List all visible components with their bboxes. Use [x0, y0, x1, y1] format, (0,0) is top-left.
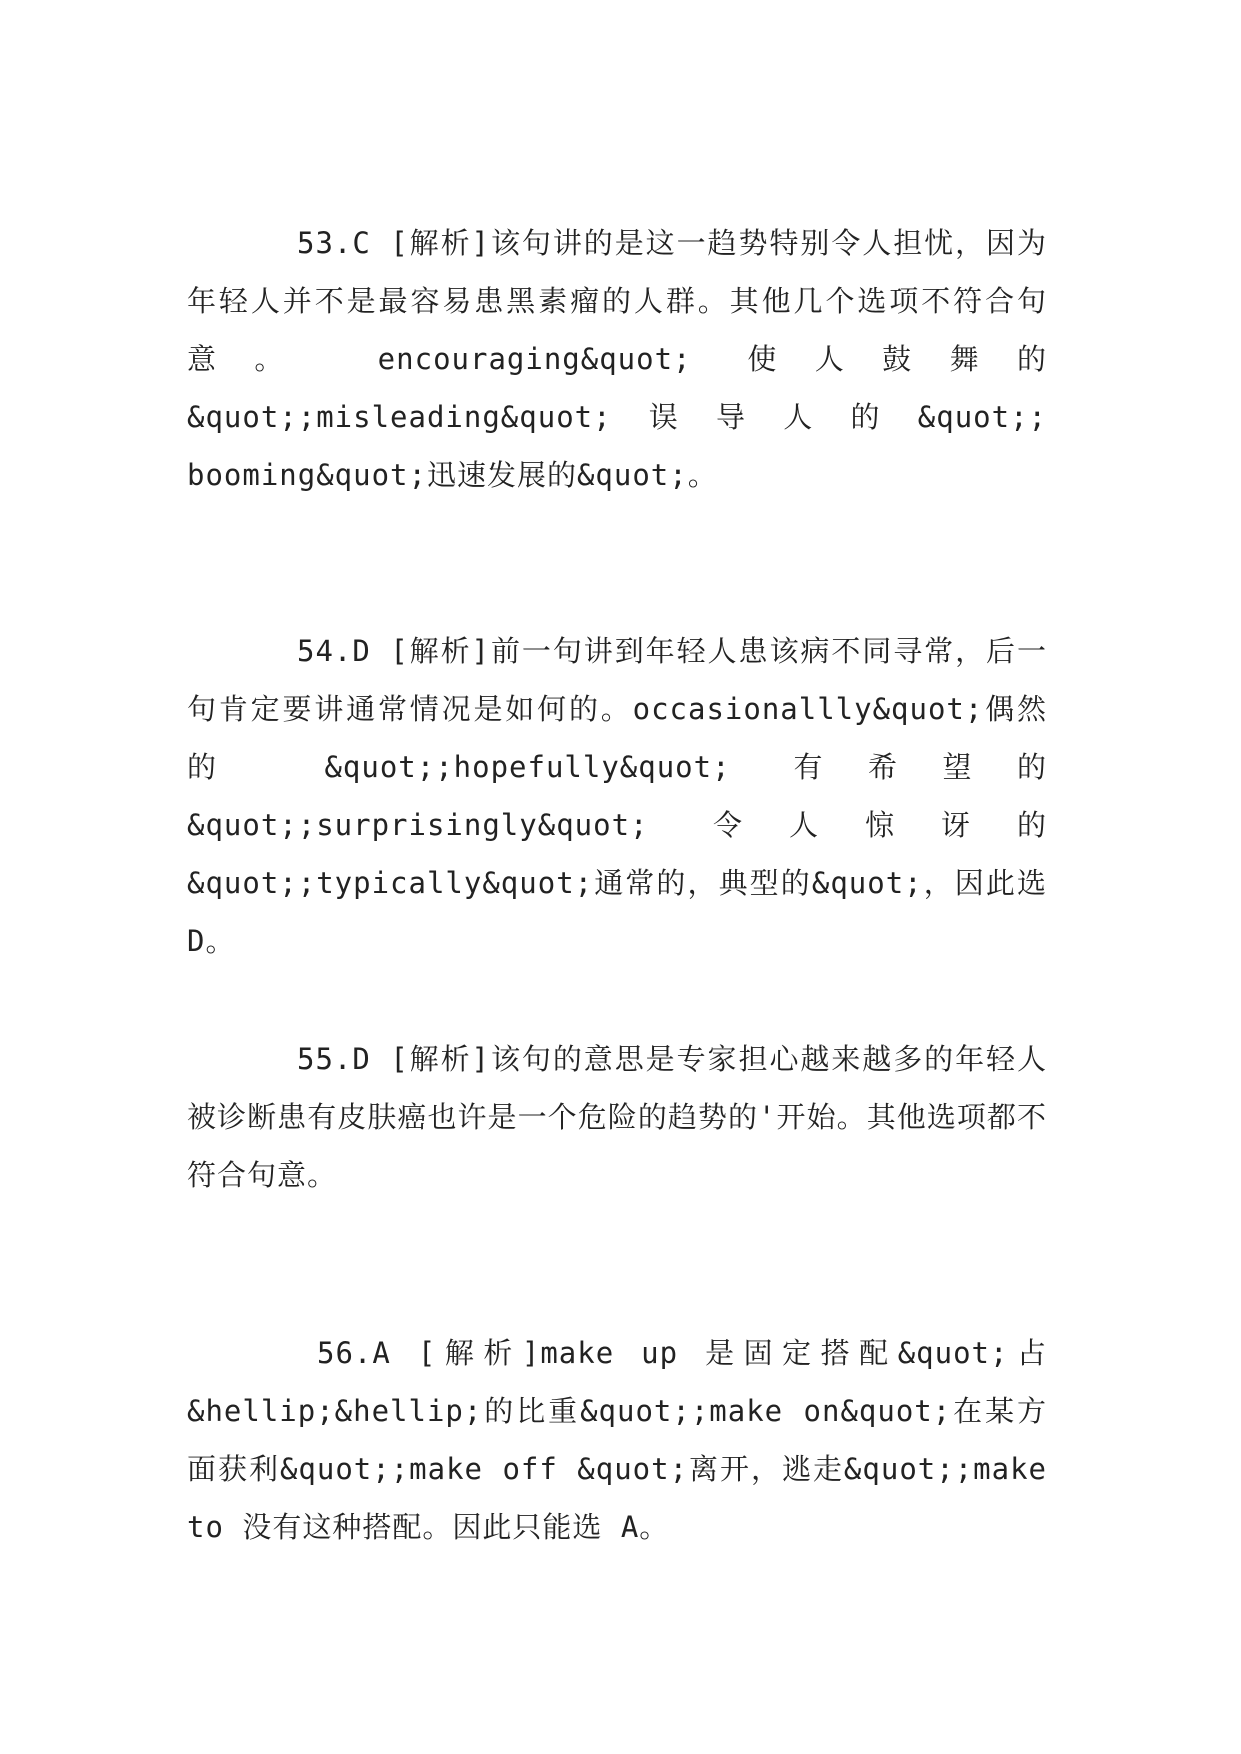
answer-paragraph-56: [187, 1324, 1047, 1556]
answer-paragraph-55: [187, 1030, 1047, 1204]
paragraph-text: 53.C [解析]该句讲的是这一趋势特别令人担忧，因为年轻人并不是最容易患黑素瘤的人群。其他几个选项不符合句意。 encouraging&quot; 使人鼓舞的&quot;;misleading&quot;误导人的&quot;; booming&quot;迅速发展的&quot;。: [187, 226, 1047, 492]
paragraph-text: 56.A [解析]make up 是固定搭配&quot;占&hellip;&hellip;的比重&quot;;make on&quot;在某方面获利&quot;;make off &quot;离开，逃走&quot;;make to 没有这种搭配。因此只能选 A。: [187, 1336, 1047, 1544]
paragraph-text: 54.D [解析]前一句讲到年轻人患该病不同寻常，后一句肯定要讲通常情况是如何的。occasionallly&quot;偶然的 &quot;;hopefully&quot; 有希望的&quot;;surprisingly&quot; 令人惊讶的&quot;;typically&quot;通常的，典型的&quot;，因此选 D。: [187, 634, 1047, 958]
paragraph-text: 55.D [解析]该句的意思是专家担心越来越多的年轻人被诊断患有皮肤癌也许是一个危险的趋势的'开始。其他选项都不符合句意。: [187, 1042, 1047, 1192]
answer-paragraph-53: [187, 214, 1047, 504]
answer-paragraph-54: [187, 622, 1047, 970]
